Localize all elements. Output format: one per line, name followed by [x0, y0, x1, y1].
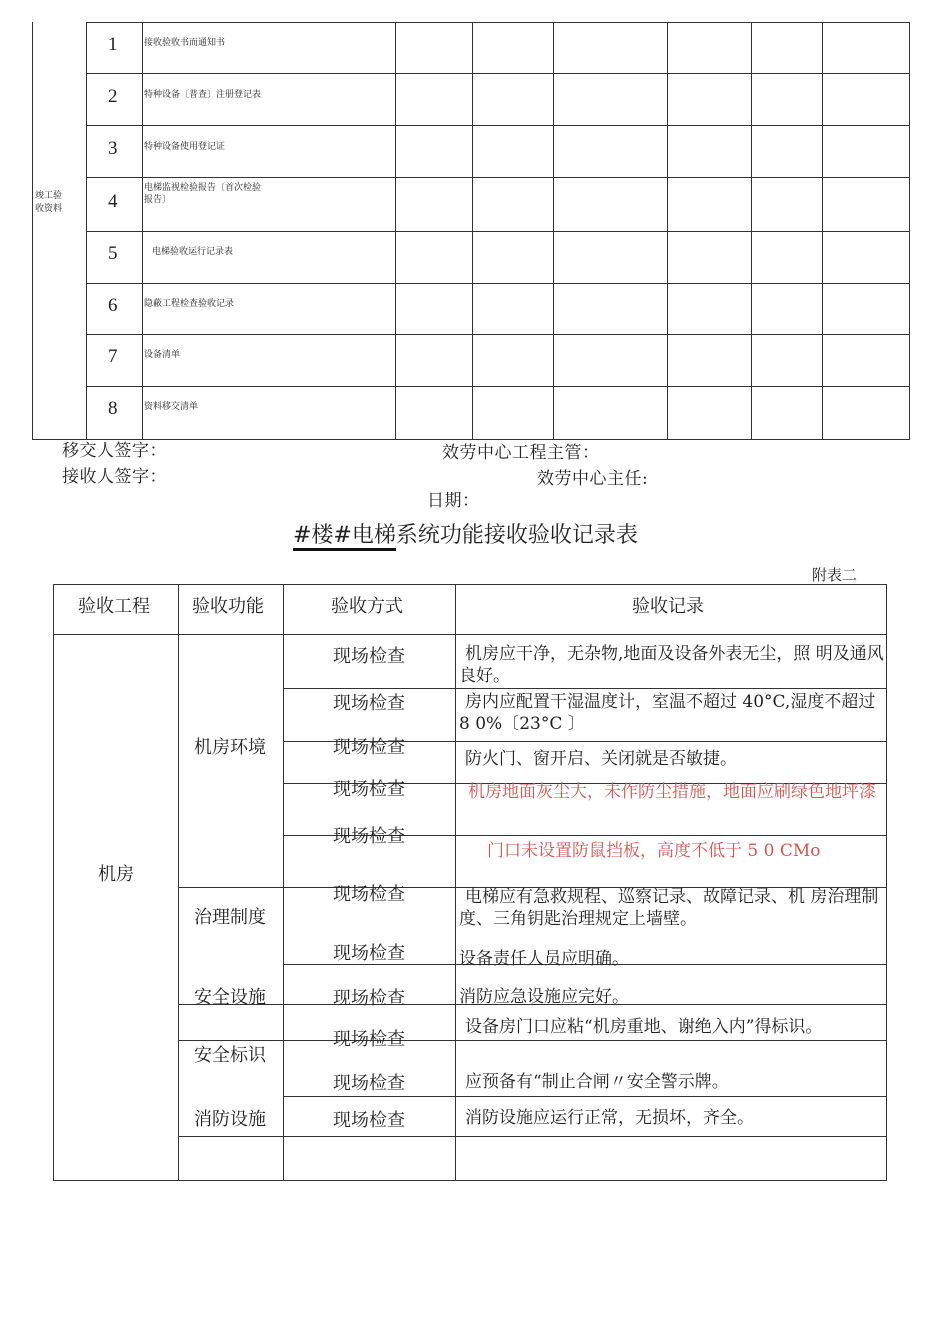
date-field: 日期：	[427, 491, 480, 511]
receive-signature: 接收人签字：	[62, 467, 167, 487]
row-number: 6	[108, 295, 118, 316]
row-number: 7	[108, 346, 118, 367]
row-number: 5	[108, 243, 118, 264]
row-number: 8	[108, 398, 118, 419]
record-cell: 设备责任人员应明确。	[459, 949, 629, 969]
header-function: 验收功能	[192, 596, 264, 617]
section-label: 竣工验收资料	[35, 191, 63, 214]
row-item: 特种设备〔普查〕注册登记表	[144, 90, 262, 100]
record-cell: 机房应干净，无杂物,地面及设备外表无尘，照 明及通风良好。	[459, 644, 884, 686]
record-cell: 应预备有“制止合闸〃安全警示牌。	[465, 1072, 729, 1092]
project-cell: 机房	[98, 864, 134, 885]
row-item: 资料移交清单	[144, 402, 199, 412]
row-number: 2	[108, 86, 118, 107]
attachment-label: 附表二	[812, 566, 858, 584]
row-item: 电梯验收运行记录表	[152, 247, 234, 257]
function-cell: 安全标识	[194, 1045, 266, 1066]
method-cell: 现场检查	[333, 1029, 405, 1050]
function-cell: 治理制度	[194, 907, 266, 928]
page-title	[293, 518, 638, 549]
method-cell: 现场检查	[333, 988, 405, 1009]
row-item: 特种设备使用登记证	[144, 142, 226, 152]
record-cell: 电梯应有急救规程、巡察记录、故障记录、机 房治理制度、三角钥匙治理规定上墙壁。	[459, 887, 879, 929]
header-method: 验收方式	[331, 596, 403, 617]
record-cell: 房内应配置干湿温度计，室温不超过 40°C,湿度不超过 8 0%〔23°C 〕	[459, 692, 876, 734]
method-cell: 现场检查	[333, 779, 405, 800]
header-project: 验收工程	[78, 596, 150, 617]
title-rest: 系统功能接收验收记录表	[395, 523, 638, 548]
method-cell: 现场检查	[333, 1110, 405, 1131]
row-number: 4	[108, 191, 118, 212]
method-cell: 现场检查	[333, 693, 405, 714]
method-cell: 现场检查	[333, 646, 405, 667]
header-record: 验收记录	[632, 596, 704, 617]
transfer-signature: 移交人签字：	[62, 441, 167, 461]
row-item: 隐蔽工程检查验收记录	[144, 299, 235, 309]
record-cell: 消防应急设施应完好。	[459, 987, 629, 1007]
row-item: 接收验收书而通知书	[144, 38, 226, 48]
supervisor-signature: 效劳中心工程主管：	[442, 443, 600, 463]
record-cell: 消防设施应运行正常，无损坏，齐全。	[465, 1108, 754, 1128]
function-cell: 消防设施	[194, 1109, 266, 1130]
row-number: 1	[108, 34, 118, 55]
record-cell: 防火门、窗开启、关闭就是否敏捷。	[465, 749, 737, 769]
row-item: 电梯监视检验报告〔首次检验报告〕	[144, 183, 262, 205]
method-cell: 现场检查	[333, 826, 405, 847]
issue-record-cell: 机房地面灰尘大，未作防尘措施，地面应刷绿色地坪漆	[468, 782, 876, 802]
row-item: 设备清单	[144, 350, 181, 360]
director-signature: 效劳中心主任:	[537, 469, 649, 489]
issue-record-cell: 门口未设置防鼠挡板，高度不低于 5 0 CMo	[487, 841, 821, 861]
function-cell: 安全设施	[194, 987, 266, 1008]
method-cell: 现场检查	[333, 943, 405, 964]
method-cell: 现场检查	[333, 737, 405, 758]
record-cell: 设备房门口应粘“机房重地、谢绝入内”得标识。	[465, 1017, 823, 1037]
method-cell: 现场检查	[333, 884, 405, 905]
function-cell: 机房环境	[194, 737, 266, 758]
method-cell: 现场检查	[333, 1073, 405, 1094]
row-number: 3	[108, 138, 118, 159]
title-prefix: #楼#电梯	[293, 523, 396, 551]
